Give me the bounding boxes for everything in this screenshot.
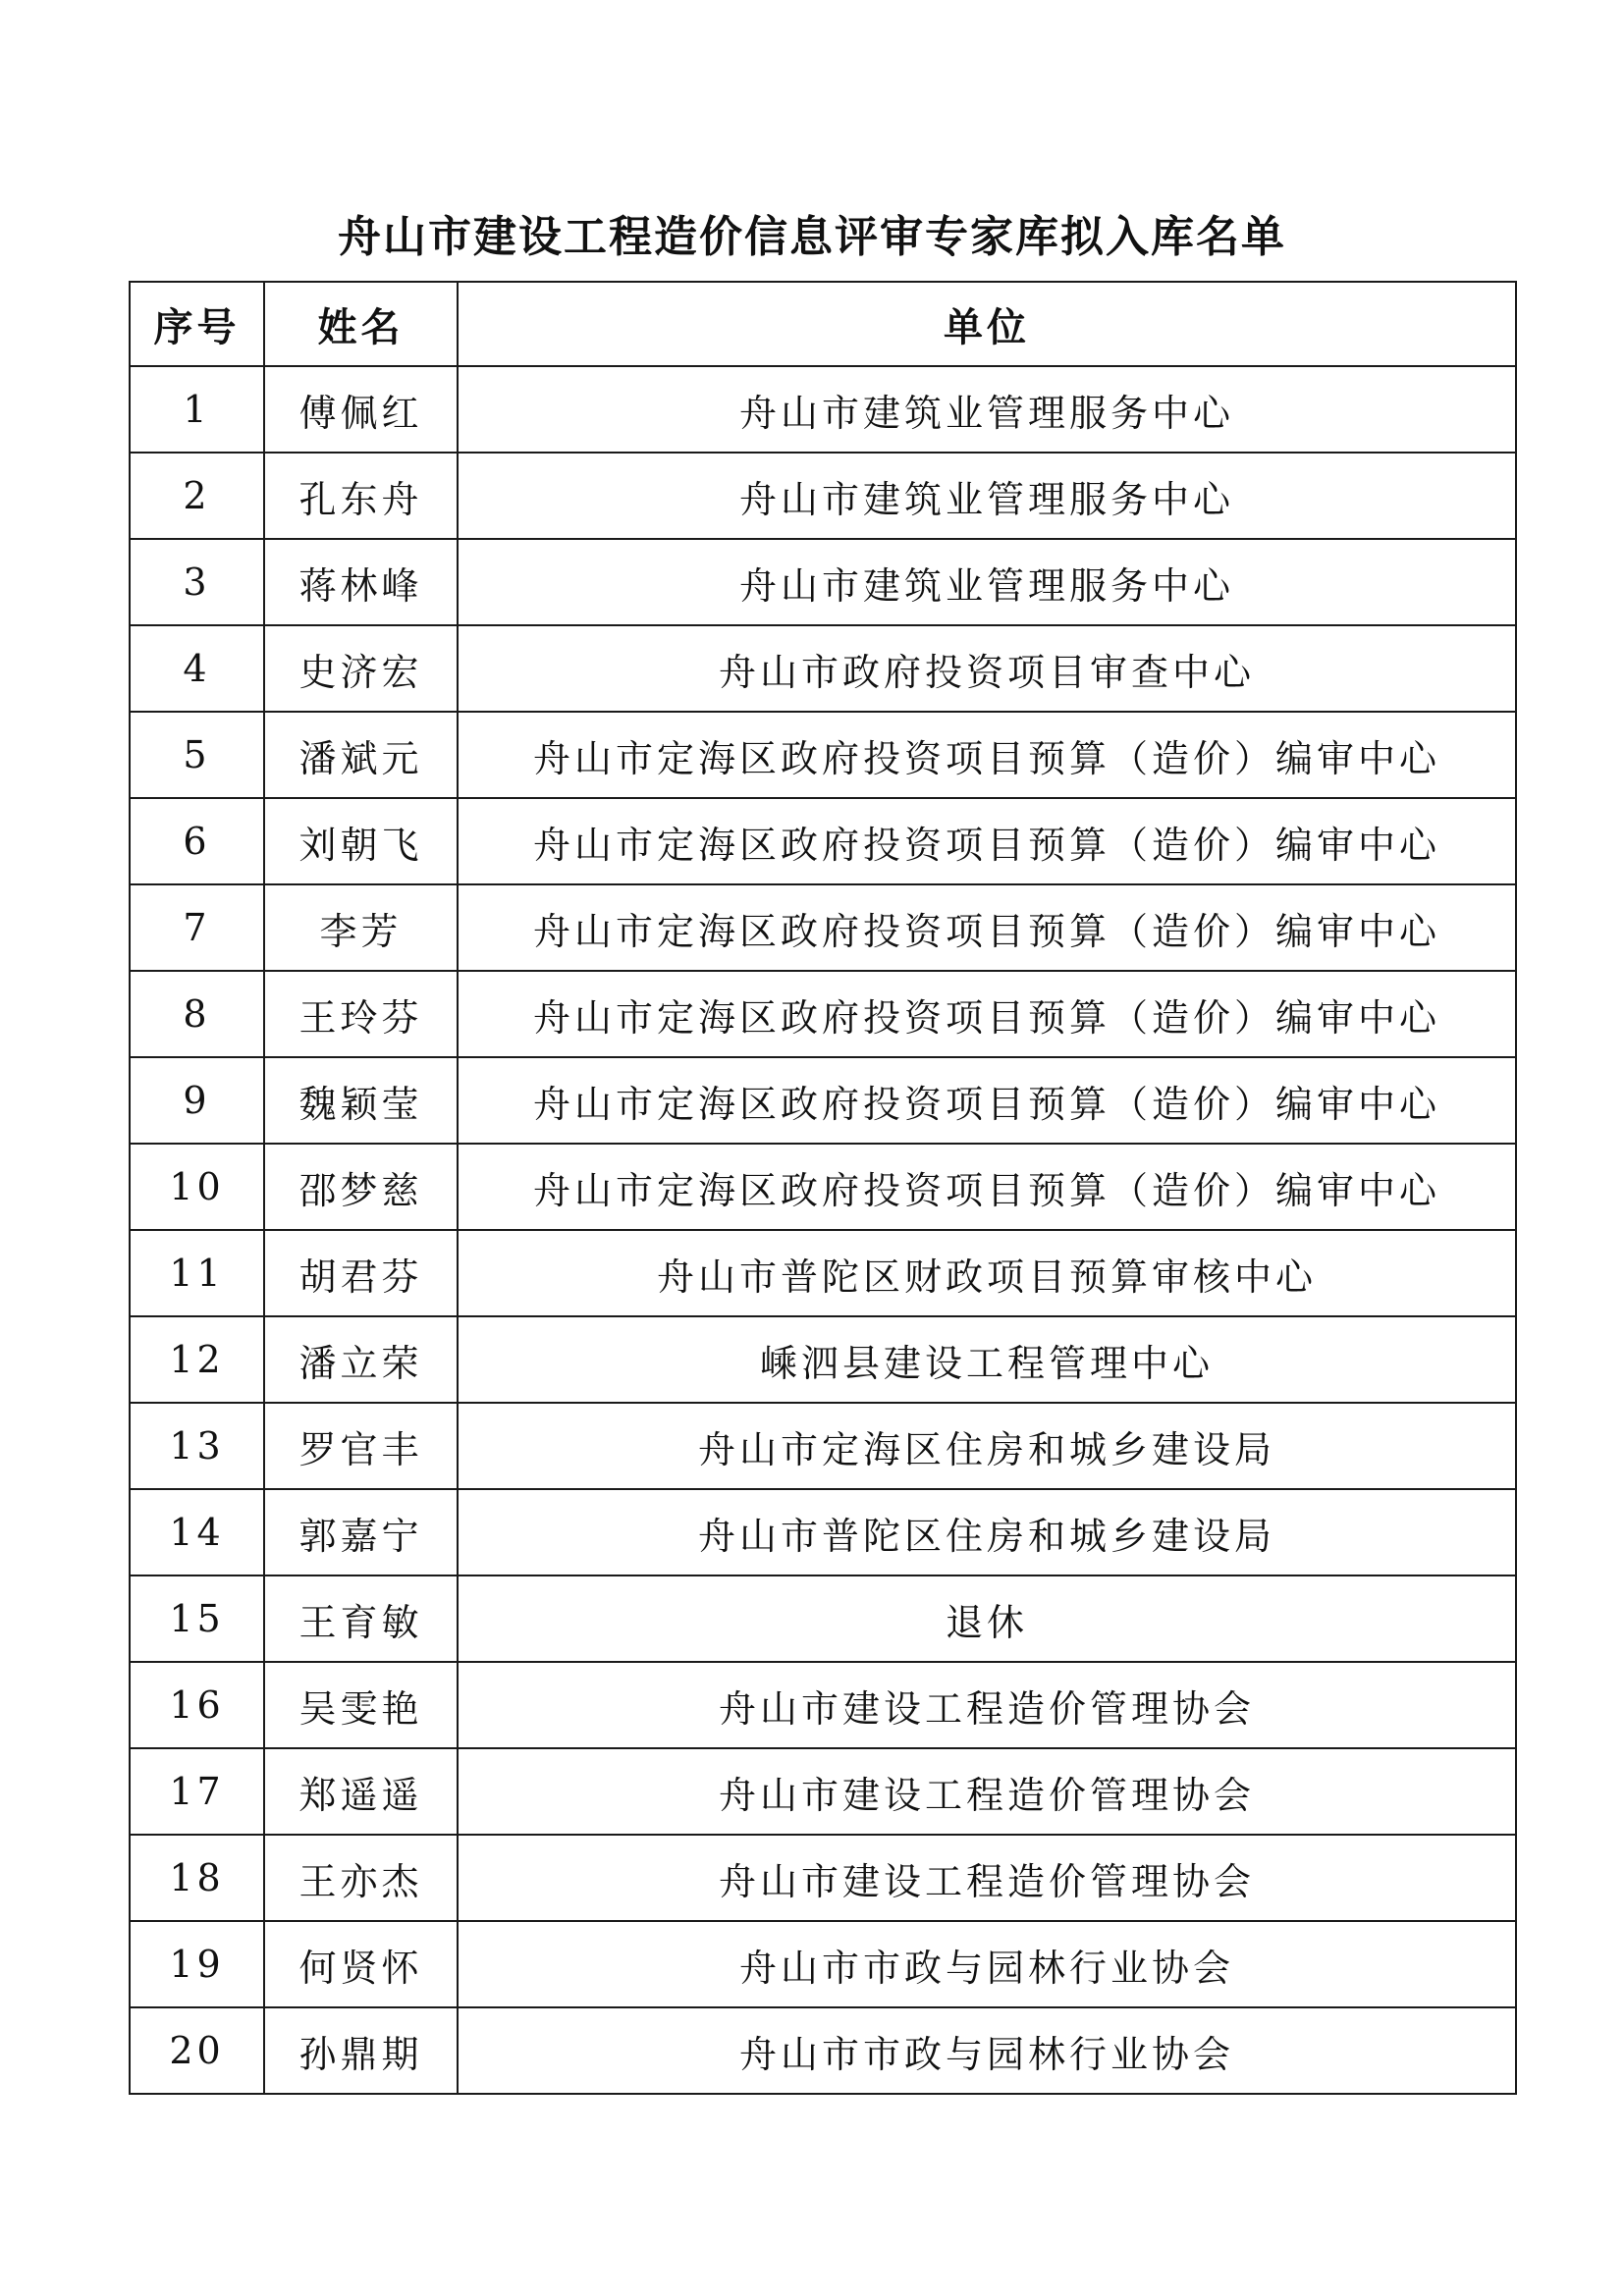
- row-name: 罗官丰: [264, 1403, 458, 1489]
- row-unit: 舟山市建筑业管理服务中心: [458, 539, 1516, 625]
- table-row: [130, 1662, 1516, 1748]
- table-row: [130, 1057, 1516, 1144]
- row-index: 10: [130, 1144, 264, 1230]
- row-name: 刘朝飞: [264, 798, 458, 884]
- row-name: 魏颖莹: [264, 1057, 458, 1144]
- row-name: 潘立荣: [264, 1316, 458, 1403]
- row-index: 1: [130, 366, 264, 453]
- row-name: 蒋林峰: [264, 539, 458, 625]
- row-name: 郭嘉宁: [264, 1489, 458, 1575]
- header-unit: 单位: [458, 282, 1516, 366]
- row-unit: 舟山市建设工程造价管理协会: [458, 1835, 1516, 1921]
- table-row: [130, 1748, 1516, 1835]
- row-name: 孙鼎期: [264, 2007, 458, 2094]
- table-row: [130, 1403, 1516, 1489]
- row-index: 12: [130, 1316, 264, 1403]
- row-unit: 嵊泗县建设工程管理中心: [458, 1316, 1516, 1403]
- table-row: [130, 1921, 1516, 2007]
- row-index: 15: [130, 1575, 264, 1662]
- header-name: 姓名: [264, 282, 458, 366]
- table-row: [130, 625, 1516, 712]
- row-index: 9: [130, 1057, 264, 1144]
- row-unit: 舟山市市政与园林行业协会: [458, 1921, 1516, 2007]
- row-unit: 舟山市政府投资项目审查中心: [458, 625, 1516, 712]
- row-index: 19: [130, 1921, 264, 2007]
- row-index: 16: [130, 1662, 264, 1748]
- row-name: 王玲芬: [264, 971, 458, 1057]
- row-index: 8: [130, 971, 264, 1057]
- row-index: 5: [130, 712, 264, 798]
- row-name: 史济宏: [264, 625, 458, 712]
- row-unit: 舟山市定海区政府投资项目预算（造价）编审中心: [458, 798, 1516, 884]
- row-name: 吴雯艳: [264, 1662, 458, 1748]
- row-name: 李芳: [264, 884, 458, 971]
- row-index: 17: [130, 1748, 264, 1835]
- row-index: 13: [130, 1403, 264, 1489]
- row-name: 孔东舟: [264, 453, 458, 539]
- row-index: 18: [130, 1835, 264, 1921]
- row-name: 郑遥遥: [264, 1748, 458, 1835]
- table-row: [130, 2007, 1516, 2094]
- row-index: 6: [130, 798, 264, 884]
- row-unit: 舟山市定海区政府投资项目预算（造价）编审中心: [458, 884, 1516, 971]
- table-row: [130, 1230, 1516, 1316]
- row-unit: 舟山市定海区政府投资项目预算（造价）编审中心: [458, 971, 1516, 1057]
- row-index: 14: [130, 1489, 264, 1575]
- row-name: 胡君芬: [264, 1230, 458, 1316]
- table-row: [130, 453, 1516, 539]
- row-name: 王育敏: [264, 1575, 458, 1662]
- table-row: [130, 971, 1516, 1057]
- row-unit: 舟山市建筑业管理服务中心: [458, 453, 1516, 539]
- row-unit: 舟山市市政与园林行业协会: [458, 2007, 1516, 2094]
- row-unit: 舟山市建设工程造价管理协会: [458, 1662, 1516, 1748]
- row-index: 20: [130, 2007, 264, 2094]
- row-name: 邵梦慈: [264, 1144, 458, 1230]
- row-index: 2: [130, 453, 264, 539]
- table-row: [130, 712, 1516, 798]
- expert-list-table: [129, 281, 1517, 2095]
- row-name: 王亦杰: [264, 1835, 458, 1921]
- row-unit: 退休: [458, 1575, 1516, 1662]
- header-index: 序号: [130, 282, 264, 366]
- table-row: [130, 1575, 1516, 1662]
- table-row: [130, 798, 1516, 884]
- table-header-row: [130, 282, 1516, 366]
- table-row: [130, 1316, 1516, 1403]
- row-index: 4: [130, 625, 264, 712]
- row-unit: 舟山市普陀区住房和城乡建设局: [458, 1489, 1516, 1575]
- row-index: 7: [130, 884, 264, 971]
- table-row: [130, 1835, 1516, 1921]
- row-unit: 舟山市建筑业管理服务中心: [458, 366, 1516, 453]
- row-unit: 舟山市普陀区财政项目预算审核中心: [458, 1230, 1516, 1316]
- row-index: 11: [130, 1230, 264, 1316]
- row-unit: 舟山市定海区政府投资项目预算（造价）编审中心: [458, 712, 1516, 798]
- row-name: 潘斌元: [264, 712, 458, 798]
- page-title: 舟山市建设工程造价信息评审专家库拟入库名单: [338, 212, 1286, 262]
- row-unit: 舟山市定海区住房和城乡建设局: [458, 1403, 1516, 1489]
- table-row: [130, 1144, 1516, 1230]
- row-name: 何贤怀: [264, 1921, 458, 2007]
- row-name: 傅佩红: [264, 366, 458, 453]
- table-row: [130, 366, 1516, 453]
- row-index: 3: [130, 539, 264, 625]
- table-row: [130, 539, 1516, 625]
- row-unit: 舟山市定海区政府投资项目预算（造价）编审中心: [458, 1144, 1516, 1230]
- row-unit: 舟山市建设工程造价管理协会: [458, 1748, 1516, 1835]
- table-row: [130, 1489, 1516, 1575]
- row-unit: 舟山市定海区政府投资项目预算（造价）编审中心: [458, 1057, 1516, 1144]
- table-row: [130, 884, 1516, 971]
